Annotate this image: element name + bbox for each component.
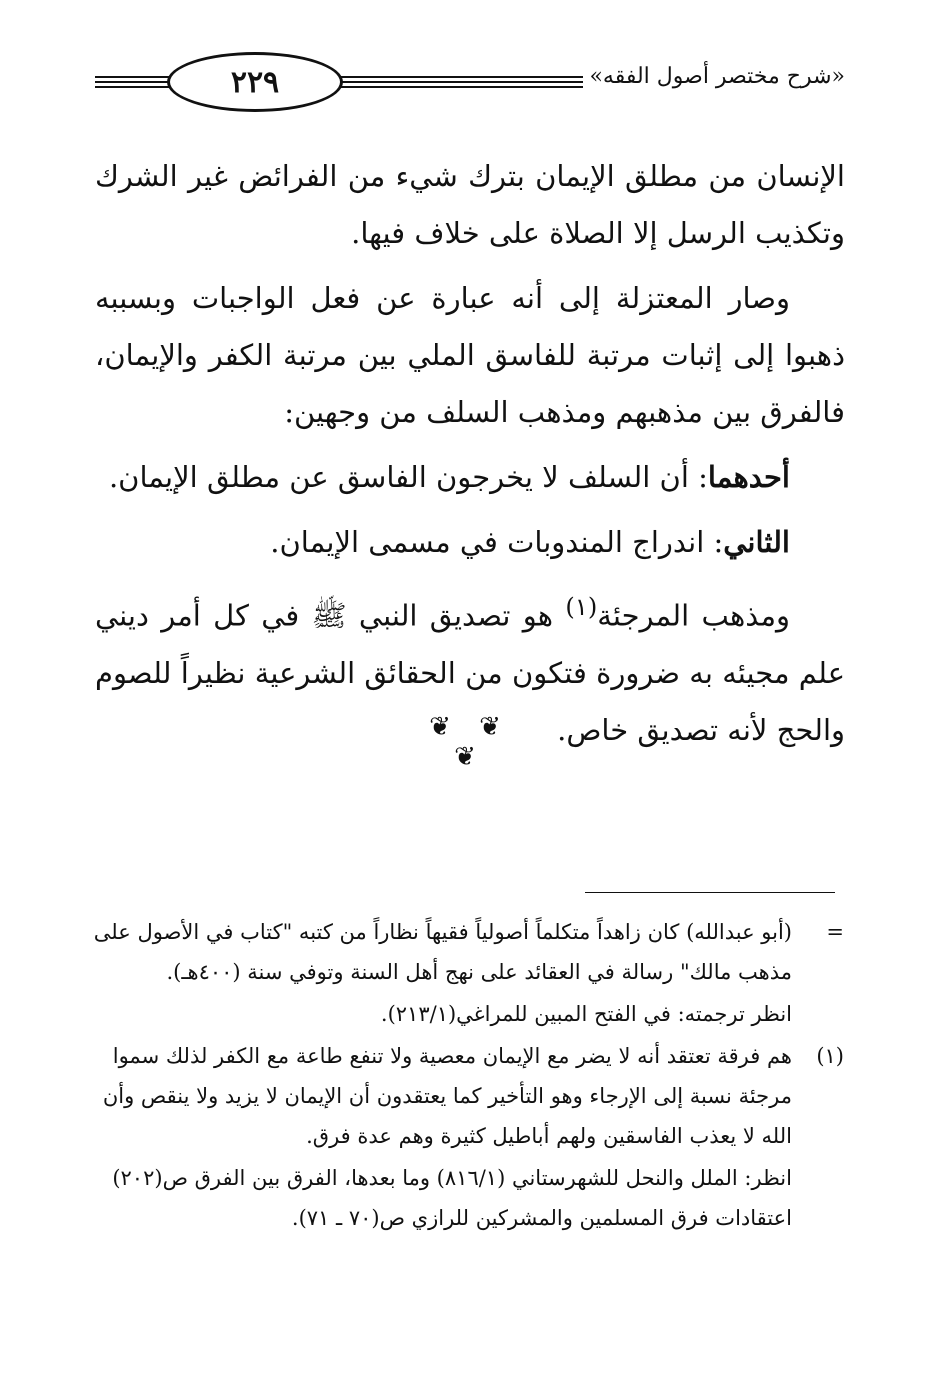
point-term: أحدهما [707, 460, 790, 494]
footnote-text: (أبو عبدالله) كان زاهداً متكلماً أصولياً فقيهاً نظاراً من كتبه "كتاب في الأصول على مذهب مالك" رسالة في العقائد على نهج أهل السنة وتوفي سنة (٤٠٠هـ). [93, 920, 792, 984]
point-one [95, 449, 845, 506]
section-ornament: ❦ ❦ ❦ [429, 712, 511, 772]
header-rule [95, 86, 175, 88]
running-title: «شرح مختصر أصول الفقه» [583, 64, 845, 89]
footnote-continued [92, 912, 844, 992]
main-text [95, 148, 845, 767]
point-two [95, 514, 845, 571]
footnote-separator [585, 892, 835, 893]
paragraph: وصار المعتزلة إلى أنه عبارة عن فعل الواجبات وبسببه ذهبوا إلى إثبات مرتبة للفاسق الملي بين مرتبة الكفر والإيمان، فالفرق بين مذهبهم ومذهب السلف من وجهين: [95, 281, 845, 429]
paragraph-start: ومذهب المرجئة [597, 598, 790, 633]
footnote-reference-line: انظر: الملل والنحل للشهرستاني (٨١٦/١) وما بعدها، الفرق بين الفرق ص(٢٠٢) اعتقادات فرق المسلمين والمشركين للرازي ص(٧٠ ـ ٧١). [112, 1166, 792, 1230]
paragraph-rest: هو تصديق النبي ﷺ في كل أمر ديني علم مجيئه به ضرورة فتكون من الحقائق الشرعية نظيراً للصوم والحج لأنه تصديق خاص. [95, 598, 845, 747]
point-text: : أن السلف لا يخرجون الفاسق عن مطلق الإيمان. [108, 460, 708, 494]
point-text: : اندراج المندوبات في مسمى الإيمان. [270, 525, 724, 559]
header-rule [95, 76, 175, 78]
page-header [95, 50, 845, 110]
page-number: ٢٢٩ [167, 52, 343, 112]
footnotes [92, 912, 844, 1240]
point-term: الثاني [723, 525, 790, 559]
footnote-marker: (١) [816, 1044, 844, 1068]
footnote-1 [92, 1036, 844, 1156]
header-rule [95, 81, 175, 83]
footnote-reference: (١) [565, 593, 598, 621]
continuation-marker: = [826, 920, 844, 944]
footnote-text: هم فرقة تعتقد أنه لا يضر مع الإيمان معصية ولا تنفع طاعة مع الكفر لذلك سموا مرجئة نسبة إلى الإرجاء وهو التأخير كما يعتقدون أن الإيمان لا يزيد ولا ينقص وأن الله لا يعذب الفاسقين ولهم أباطيل كثيرة وهم عدة فرق. [102, 1044, 792, 1148]
paragraph: الإنسان من مطلق الإيمان بترك شيء من الفرائض غير الشرك وتكذيب الرسل إلا الصلاة على خلاف فيها. [95, 159, 845, 250]
footnote-reference-line: انظر ترجمته: في الفتح المبين للمراغي(٢١٣/١). [380, 1002, 792, 1026]
